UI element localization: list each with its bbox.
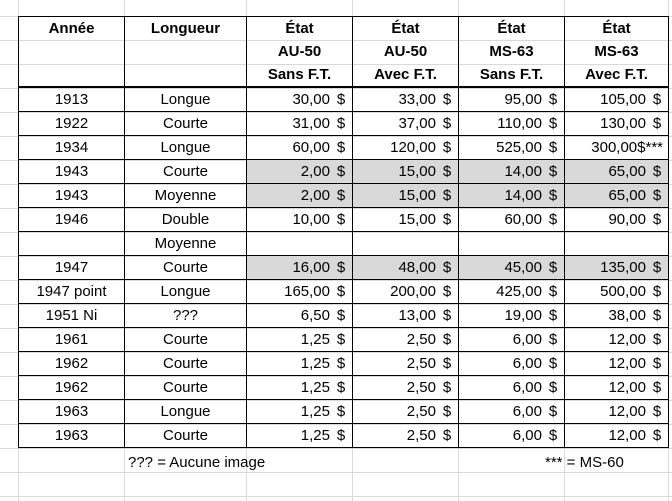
price-table [18,16,669,448]
year-cell: 1946 [19,208,125,232]
currency-symbol: $ [652,91,662,108]
header-row [19,40,669,63]
price-cell [353,208,459,232]
currency-symbol: $ [336,139,346,156]
price-value: 12,00 [608,355,646,372]
year-cell [19,232,125,256]
price-cell [565,304,669,328]
price-cell [459,208,565,232]
table-row [19,136,669,160]
table-row [19,400,669,424]
price-value: 1,25 [300,355,330,372]
length-cell: Courte [125,376,247,400]
currency-symbol: $ [336,211,346,228]
currency-symbol: $ [442,355,452,372]
price-cell [247,112,353,136]
price-value: 12,00 [608,403,646,420]
header-cell: État [247,17,353,41]
currency-symbol: $ [548,307,558,324]
table-row [19,184,669,208]
price-value: 65,00 [608,187,646,204]
currency-symbol: $ [652,427,662,444]
currency-symbol: $ [652,115,662,132]
price-value: 65,00 [608,163,646,180]
price-cell [247,352,353,376]
currency-symbol: $ [652,187,662,204]
price-value: 31,00 [292,115,330,132]
currency-symbol: $ [336,187,346,204]
currency-symbol: $ [548,355,558,372]
year-cell: 1963 [19,424,125,448]
currency-symbol: $ [652,211,662,228]
footnote-no-image: ??? = Aucune image [128,454,266,471]
currency-symbol: $ [652,283,662,300]
currency-symbol: $ [336,307,346,324]
price-cell [353,136,459,160]
currency-symbol: $ [336,331,346,348]
price-value: 120,00 [390,139,436,156]
year-cell: 1934 [19,136,125,160]
table-row [19,280,669,304]
currency-symbol: $ [548,163,558,180]
price-value: 2,50 [406,331,436,348]
price-cell [247,280,353,304]
year-cell: 1947 [19,256,125,280]
currency-symbol: $ [442,211,452,228]
price-cell [247,87,353,112]
price-value: 33,00 [398,91,436,108]
price-value: 2,50 [406,427,436,444]
price-cell [247,160,353,184]
price-value: 1,25 [300,331,330,348]
header-cell: Avec F.T. [565,63,669,87]
currency-symbol: $ [336,427,346,444]
price-value: 110,00 [497,115,542,132]
price-cell [247,232,353,256]
length-cell: Courte [125,328,247,352]
price-cell [459,87,565,112]
grid-hline [0,472,672,473]
currency-symbol: $ [548,379,558,396]
currency-symbol: $ [442,115,452,132]
currency-symbol: $ [442,307,452,324]
currency-symbol: $ [652,331,662,348]
price-cell [459,136,565,160]
price-value: 1,25 [300,379,330,396]
price-cell [565,136,669,160]
length-cell: Longue [125,136,247,160]
length-cell: Longue [125,400,247,424]
price-cell [247,208,353,232]
price-value: 15,00 [398,163,436,180]
currency-symbol: $ [336,115,346,132]
table-row [19,304,669,328]
table-row [19,256,669,280]
price-cell [459,400,565,424]
price-cell [353,184,459,208]
price-cell [565,352,669,376]
table-row [19,424,669,448]
currency-symbol: $ [336,163,346,180]
length-cell: ??? [125,304,247,328]
currency-symbol: $ [442,379,452,396]
price-cell [565,232,669,256]
price-cell [565,208,669,232]
price-cell [565,87,669,112]
price-cell [353,160,459,184]
currency-symbol: $ [336,91,346,108]
price-cell [565,280,669,304]
currency-symbol: $ [442,187,452,204]
footnote-ms60: *** = MS-60 [545,454,624,471]
header-cell: État [565,17,669,41]
header-cell: Sans F.T. [459,63,565,87]
price-value: 37,00 [398,115,436,132]
price-value: 2,00 [300,187,330,204]
price-cell [353,232,459,256]
price-value: 45,00 [504,259,542,276]
price-cell [565,424,669,448]
year-cell: 1947 point [19,280,125,304]
currency-symbol: $ [548,187,558,204]
currency-symbol: $ [442,403,452,420]
year-cell: 1943 [19,160,125,184]
year-cell: 1943 [19,184,125,208]
price-value: 300,00$*** [591,139,663,156]
currency-symbol: $ [652,259,662,276]
currency-symbol: $ [442,283,452,300]
header-cell [19,40,125,63]
currency-symbol: $ [548,139,558,156]
header-cell: État [459,17,565,41]
price-value: 60,00 [504,211,542,228]
price-cell [353,112,459,136]
header-cell: Sans F.T. [247,63,353,87]
price-value: 6,00 [512,355,542,372]
price-cell [353,352,459,376]
header-cell: MS-63 [459,40,565,63]
year-cell: 1963 [19,400,125,424]
price-value: 165,00 [284,283,330,300]
length-cell: Moyenne [125,232,247,256]
header-cell [19,63,125,87]
price-value: 19,00 [504,307,542,324]
price-value: 6,50 [300,307,330,324]
price-cell [247,304,353,328]
year-cell: 1961 [19,328,125,352]
table-row [19,352,669,376]
price-value: 6,00 [512,403,542,420]
price-cell [247,328,353,352]
price-cell [353,256,459,280]
header-row [19,17,669,41]
price-cell [459,304,565,328]
currency-symbol: $ [336,403,346,420]
price-cell [353,304,459,328]
length-cell: Longue [125,280,247,304]
length-cell: Longue [125,87,247,112]
currency-symbol: $ [548,427,558,444]
currency-symbol: $ [336,283,346,300]
currency-symbol: $ [548,283,558,300]
price-cell [247,136,353,160]
currency-symbol: $ [548,259,558,276]
header-cell: Année [19,17,125,41]
price-cell [565,184,669,208]
table-row [19,160,669,184]
price-cell [565,328,669,352]
length-cell: Courte [125,112,247,136]
price-value: 135,00 [600,259,646,276]
table-row [19,208,669,232]
price-cell [247,376,353,400]
price-value: 12,00 [608,427,646,444]
price-cell [353,424,459,448]
price-value: 16,00 [292,259,330,276]
price-value: 1,25 [300,427,330,444]
table-row [19,232,669,256]
table-row [19,112,669,136]
price-value: 1,25 [300,403,330,420]
currency-symbol: $ [336,259,346,276]
currency-symbol: $ [652,355,662,372]
price-value: 6,00 [512,427,542,444]
currency-symbol: $ [548,211,558,228]
currency-symbol: $ [442,139,452,156]
header-cell: Longueur [125,17,247,41]
price-value: 525,00 [496,139,542,156]
table-row [19,328,669,352]
price-value: 95,00 [504,91,542,108]
price-value: 60,00 [292,139,330,156]
length-cell: Moyenne [125,184,247,208]
table-row [19,87,669,112]
price-value: 14,00 [504,163,542,180]
length-cell: Courte [125,160,247,184]
price-cell [247,424,353,448]
length-cell: Courte [125,424,247,448]
currency-symbol: $ [442,331,452,348]
header-cell: État [353,17,459,41]
price-value: 130,00 [600,115,646,132]
currency-symbol: $ [548,403,558,420]
price-value: 13,00 [398,307,436,324]
header-cell: MS-63 [565,40,669,63]
price-cell [353,328,459,352]
price-value: 14,00 [504,187,542,204]
price-cell [565,400,669,424]
price-cell [353,376,459,400]
price-value: 200,00 [390,283,436,300]
price-value: 30,00 [292,91,330,108]
header-cell [125,40,247,63]
price-cell [459,376,565,400]
grid-hline [0,448,672,449]
price-value: 6,00 [512,331,542,348]
price-cell [459,424,565,448]
price-value: 15,00 [398,211,436,228]
grid-hline [0,496,672,497]
currency-symbol: $ [652,163,662,180]
length-cell: Courte [125,352,247,376]
price-cell [247,184,353,208]
currency-symbol: $ [336,379,346,396]
header-cell: Avec F.T. [353,63,459,87]
header-cell [125,63,247,87]
currency-symbol: $ [442,163,452,180]
price-value: 15,00 [398,187,436,204]
currency-symbol: $ [652,403,662,420]
price-cell [565,376,669,400]
price-cell [565,112,669,136]
currency-symbol: $ [652,307,662,324]
year-cell: 1913 [19,87,125,112]
price-value: 48,00 [398,259,436,276]
year-cell: 1922 [19,112,125,136]
price-value: 2,00 [300,163,330,180]
header-cell: AU-50 [247,40,353,63]
price-cell [565,256,669,280]
price-value: 90,00 [608,211,646,228]
price-value: 105,00 [600,91,646,108]
price-cell [353,87,459,112]
length-cell: Courte [125,256,247,280]
year-cell: 1951 Ni [19,304,125,328]
price-value: 10,00 [292,211,330,228]
year-cell: 1962 [19,376,125,400]
price-cell [459,232,565,256]
price-cell [459,184,565,208]
price-cell [459,112,565,136]
currency-symbol: $ [336,355,346,372]
price-value: 500,00 [600,283,646,300]
price-value: 12,00 [608,379,646,396]
header-cell: AU-50 [353,40,459,63]
currency-symbol: $ [442,91,452,108]
price-cell [459,352,565,376]
price-value: 2,50 [406,403,436,420]
price-value: 12,00 [608,331,646,348]
year-cell: 1962 [19,352,125,376]
price-value: 2,50 [406,355,436,372]
price-cell [459,160,565,184]
price-cell [459,328,565,352]
price-cell [459,256,565,280]
price-value: 38,00 [608,307,646,324]
price-value: 2,50 [406,379,436,396]
price-value: 6,00 [512,379,542,396]
currency-symbol: $ [442,427,452,444]
price-cell [247,400,353,424]
price-cell [565,160,669,184]
price-cell [247,256,353,280]
currency-symbol: $ [442,259,452,276]
currency-symbol: $ [548,115,558,132]
price-cell [353,400,459,424]
currency-symbol: $ [548,331,558,348]
length-cell: Double [125,208,247,232]
currency-symbol: $ [548,91,558,108]
price-cell [353,280,459,304]
currency-symbol: $ [652,379,662,396]
price-value: 425,00 [496,283,542,300]
header-row [19,63,669,87]
price-cell [459,280,565,304]
table-row [19,376,669,400]
